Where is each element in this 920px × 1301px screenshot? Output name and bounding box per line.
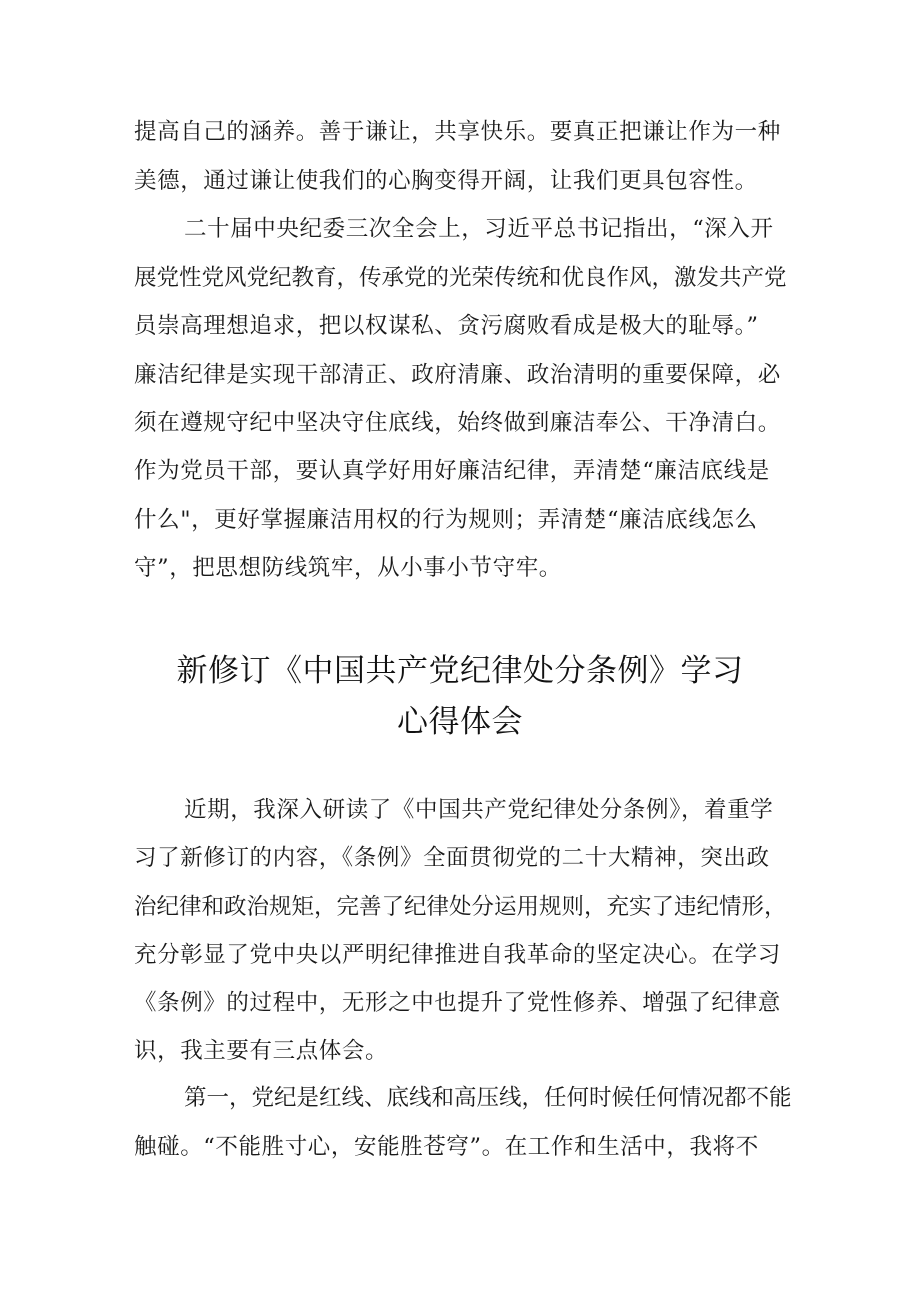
paragraph-line: 展党性党风党纪教育，传承党的光荣传统和优良作风，激发共产党: [134, 265, 787, 291]
paragraph-line: 充分彰显了党中央以严明纪律推进自我革命的坚定决心。在学习: [134, 942, 781, 968]
paragraph-line: 识，我主要有三点体会。: [134, 1038, 389, 1064]
paragraph-line: 什么"，更好掌握廉洁用权的行为规则；弄清楚“廉洁底线怎么: [134, 507, 758, 533]
paragraph-line: 员崇高理想追求，把以权谋私、贪污腐败看成是极大的耻辱。”: [134, 313, 759, 339]
paragraph-line: 守”，把思想防线筑牢，从小事小节守牢。: [134, 555, 562, 581]
paragraph-line: 美德，通过谦让使我们的心胸变得开阔，让我们更具包容性。: [134, 168, 758, 194]
paragraph-line: 廉洁纪律是实现干部清正、政府清廉、政治清明的重要保障，必: [134, 362, 781, 388]
paragraph-line: 治纪律和政治规矩，完善了纪律处分运用规则，充实了违纪情形，: [134, 894, 787, 920]
article-title-line-1: 新修订《中国共产党纪律处分条例》学习: [176, 653, 744, 689]
article-title-line-2: 心得体会: [397, 704, 523, 740]
paragraph-line: 作为党员干部，要认真学好用好廉洁纪律，弄清楚“廉洁底线是: [134, 458, 770, 484]
paragraph-line: 近期，我深入研读了《中国共产党纪律处分条例》，着重学: [184, 797, 774, 823]
paragraph-line: 提高自己的涵养。善于谦让，共享快乐。要真正把谦让作为一种: [134, 119, 781, 145]
paragraph-line: 《条例》的过程中，无形之中也提升了党性修养、增强了纪律意: [134, 990, 781, 1016]
paragraph-line: 二十届中央纪委三次全会上，习近平总书记指出，“深入开: [184, 216, 774, 242]
paragraph-line: 习了新修订的内容，《条例》全面贯彻党的二十大精神，突出政: [134, 845, 770, 871]
paragraph-line: 触碰。“不能胜寸心，安能胜苍穹”。在工作和生活中，我将不: [134, 1134, 759, 1160]
paragraph-line: 须在遵规守纪中坚决守住底线，始终做到廉洁奉公、干净清白。: [134, 410, 781, 436]
paragraph-line: 第一，党纪是红线、底线和高压线，任何时候任何情况都不能: [184, 1085, 792, 1111]
